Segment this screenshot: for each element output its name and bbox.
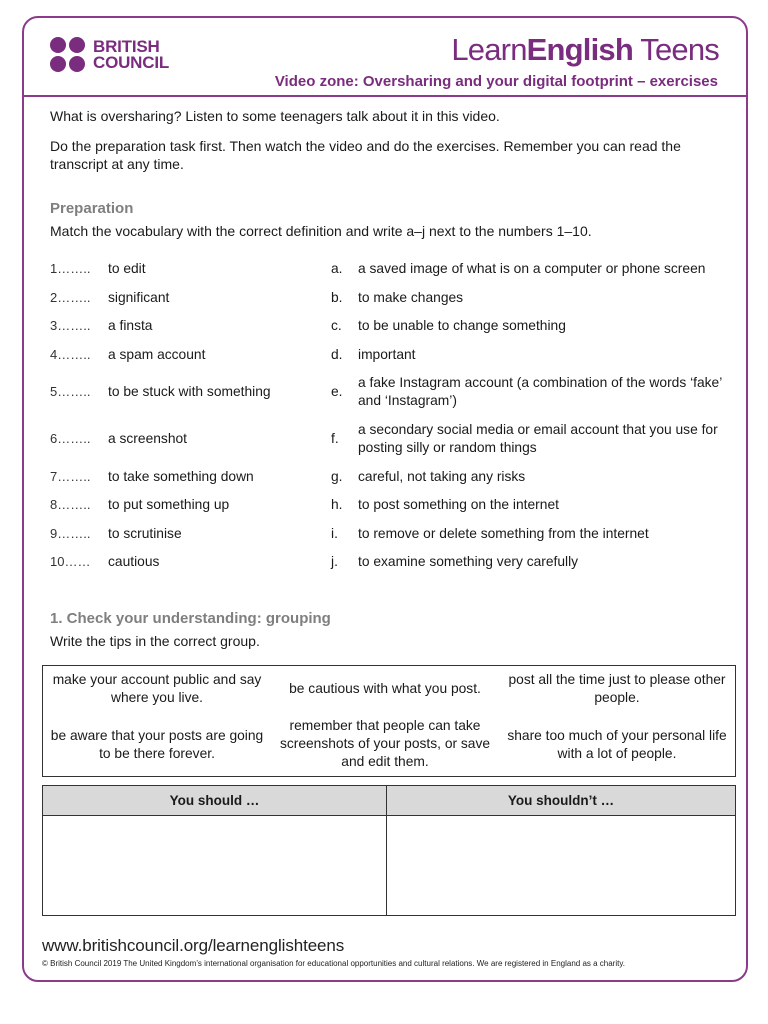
british-council-logo: [50, 37, 169, 73]
vocab-number: 4……..: [50, 347, 91, 362]
grouping-heading: 1. Check your understanding: grouping: [50, 610, 331, 627]
vocab-number: 5……..: [50, 384, 91, 399]
footer-copyright: © British Council 2019 The United Kingdom’s international organisation for educational opportunities and cultural relations. We are registered in England as a charity.: [42, 959, 625, 968]
vocab-term: to be stuck with something: [108, 384, 271, 399]
logo-line-1: BRITISH: [93, 37, 160, 56]
definition-letter: g.: [331, 469, 343, 484]
definition-text: a secondary social media or email account that you use for posting silly or random things: [358, 422, 718, 455]
column-header-should: You should …: [43, 786, 386, 816]
vocab-term: a screenshot: [108, 431, 187, 446]
vocab-number: 7……..: [50, 469, 91, 484]
vocab-row: [50, 491, 730, 519]
vocab-row: [50, 375, 730, 408]
definition-text: to examine something very carefully: [358, 554, 579, 569]
definition-letter: i.: [331, 526, 338, 541]
vocab-term: to take something down: [108, 469, 254, 484]
intro-line-2: Do the preparation task first. Then watch the video and do the exercises. Remember you can read the transcript at any time.: [50, 138, 681, 172]
vocab-row: [50, 422, 730, 455]
grouping-instruction: Write the tips in the correct group.: [50, 633, 260, 649]
header-divider: [22, 95, 748, 97]
vocab-number: 10……: [50, 554, 91, 569]
tip-item: remember that people can take screenshots of your posts, or save and edit them.: [279, 718, 491, 769]
british-council-dots-icon: [50, 37, 86, 73]
tip-item: be cautious with what you post.: [289, 681, 481, 696]
definition-letter: a.: [331, 261, 343, 276]
vocab-term: a finsta: [108, 318, 153, 333]
preparation-heading: Preparation: [50, 200, 134, 217]
vocab-row: [50, 255, 730, 283]
vocab-row: [50, 548, 730, 576]
definition-text: a fake Instagram account (a combination of the words ‘fake’ and ‘Instagram’): [358, 375, 722, 408]
definition-text: to remove or delete something from the internet: [358, 526, 649, 541]
vocab-number: 3……..: [50, 318, 91, 333]
vocab-number: 9……..: [50, 526, 91, 541]
vocab-term: to scrutinise: [108, 526, 182, 541]
tip-item: post all the time just to please other people.: [508, 672, 726, 705]
definition-text: a saved image of what is on a computer or phone screen: [358, 261, 706, 276]
vocab-number: 6……..: [50, 431, 91, 446]
brand-english: English: [526, 32, 633, 67]
definition-letter: h.: [331, 497, 343, 512]
intro-line-1: What is oversharing? Listen to some teenagers talk about it in this video.: [50, 108, 500, 124]
brand-learn: Learn: [451, 32, 527, 67]
footer-url[interactable]: www.britishcouncil.org/learnenglishteens: [42, 936, 345, 955]
vocab-number: 2……..: [50, 290, 91, 305]
learnenglish-teens-logo: [451, 32, 719, 68]
definition-text: careful, not taking any risks: [358, 469, 526, 484]
definition-letter: j.: [331, 554, 338, 569]
vocab-term: a spam account: [108, 347, 206, 362]
vocab-row: [50, 284, 730, 312]
tip-item: share too much of your personal life with a lot of people.: [507, 728, 727, 761]
column-header-shouldnt: You shouldn’t …: [387, 786, 735, 816]
definition-text: to make changes: [358, 290, 464, 305]
brand-teens: Teens: [640, 32, 719, 67]
preparation-instruction: Match the vocabulary with the correct definition and write a–j next to the numbers 1–10.: [50, 223, 592, 239]
definition-text: to post something on the internet: [358, 497, 559, 512]
vocab-row: [50, 520, 730, 548]
definition-text: to be unable to change something: [358, 318, 566, 333]
tip-item: make your account public and say where you live.: [52, 672, 262, 705]
vocab-number: 1……..: [50, 261, 91, 276]
vocab-row: [50, 341, 730, 369]
vocab-term: cautious: [108, 554, 160, 569]
vocab-row: [50, 312, 730, 340]
grouping-table: [42, 785, 736, 916]
page-subtitle: Video zone: Oversharing and your digital footprint – exercises: [274, 73, 718, 90]
definition-letter: c.: [331, 318, 342, 333]
logo-line-2: COUNCIL: [93, 53, 170, 72]
vocab-term: to put something up: [108, 497, 230, 512]
tip-item: be aware that your posts are going to be there forever.: [50, 728, 264, 761]
column-divider: [386, 786, 387, 915]
vocab-term: significant: [108, 290, 170, 305]
vocab-row: [50, 463, 730, 491]
definition-letter: e.: [331, 384, 343, 399]
definition-letter: d.: [331, 347, 343, 362]
vocab-term: to edit: [108, 261, 146, 276]
definition-letter: b.: [331, 290, 343, 305]
tips-box: [42, 665, 736, 777]
definition-letter: f.: [331, 431, 339, 446]
vocab-number: 8……..: [50, 497, 91, 512]
definition-text: important: [358, 347, 416, 362]
